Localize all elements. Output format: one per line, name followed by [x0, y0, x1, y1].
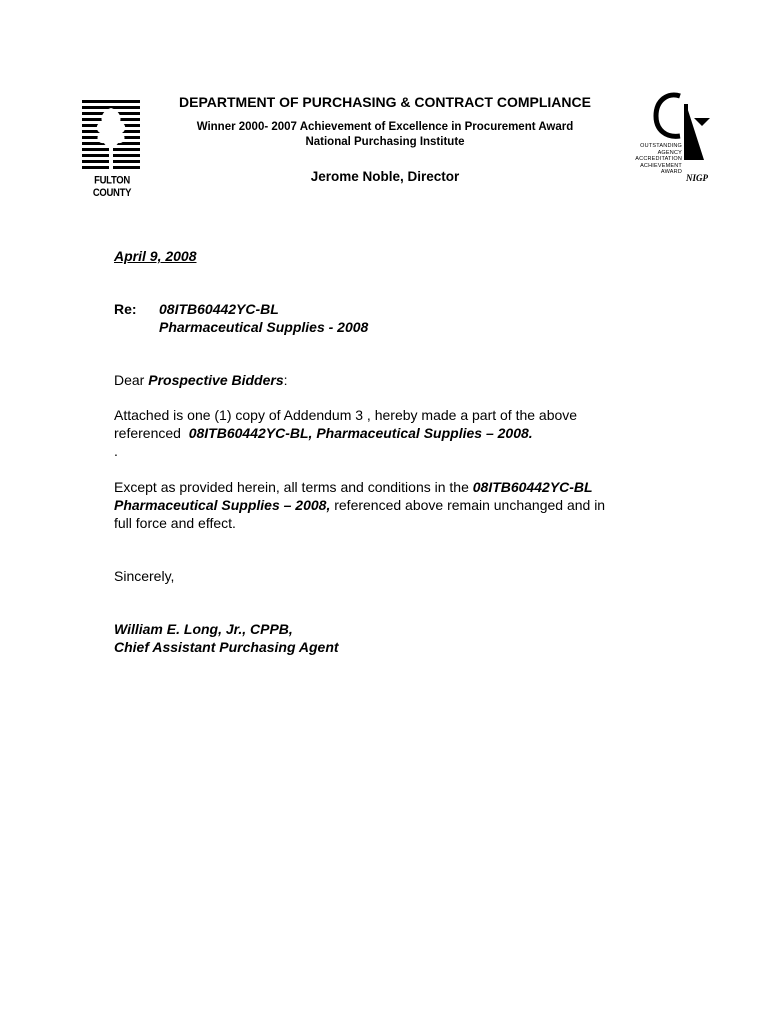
para2-prefix: Except as provided herein, all terms and conditions in the [114, 479, 473, 495]
nigp-label: NIGP [686, 173, 708, 183]
award-badge-text [600, 143, 682, 176]
closing: Sincerely, [114, 568, 175, 584]
department-title: DEPARTMENT OF PURCHASING & CONTRACT COMPLIANCE [179, 94, 591, 110]
para1-prefix: referenced [114, 425, 189, 441]
director-line: Jerome Noble, Director [310, 169, 460, 184]
signatory-title: Chief Assistant Purchasing Agent [114, 639, 339, 655]
para2-suffix: referenced above remain unchanged and in [330, 497, 606, 513]
badge-text-line: ACHIEVEMENT [640, 162, 682, 169]
salutation [114, 371, 288, 389]
fulton-county-label: FULTON COUNTY [92, 174, 132, 200]
para1-dot: . [114, 443, 118, 459]
salutation-suffix: : [283, 372, 288, 388]
salutation-name: Prospective Bidders [148, 372, 284, 388]
badge-text-line: OUTSTANDING [640, 143, 682, 149]
fulton-county-logo-icon [82, 96, 142, 186]
badge-text-line: AWARD [660, 169, 682, 175]
salutation-prefix: Dear [114, 372, 149, 388]
paragraph-addendum [114, 406, 674, 442]
badge-text-line: ACCREDITATION [635, 156, 682, 162]
para2-end: full force and effect. [114, 515, 236, 531]
institute-line: National Purchasing Institute [305, 136, 465, 148]
badge-text-line: AGENCY [657, 149, 682, 156]
para1-reference: 08ITB60442YC-BL, Pharmaceutical Supplies – 2008. [188, 425, 533, 441]
letter-date: April 9, 2008 [114, 248, 197, 264]
re-number: 08ITB60442YC-BL [159, 301, 279, 317]
para2-reference-number: 08ITB60442YC-BL [472, 479, 593, 495]
para2-reference-subject: Pharmaceutical Supplies – 2008, [114, 497, 331, 513]
award-line: Winner 2000- 2007 Achievement of Excellence in Procurement Award [196, 121, 574, 133]
para1-line1: Attached is one (1) copy of Addendum 3 , hereby made a part of the above [114, 407, 578, 423]
re-label: Re: [114, 301, 137, 317]
signatory-name: William E. Long, Jr., CPPB, [114, 621, 293, 637]
re-subject: Pharmaceutical Supplies - 2008 [159, 319, 369, 335]
paragraph-terms [114, 478, 674, 532]
